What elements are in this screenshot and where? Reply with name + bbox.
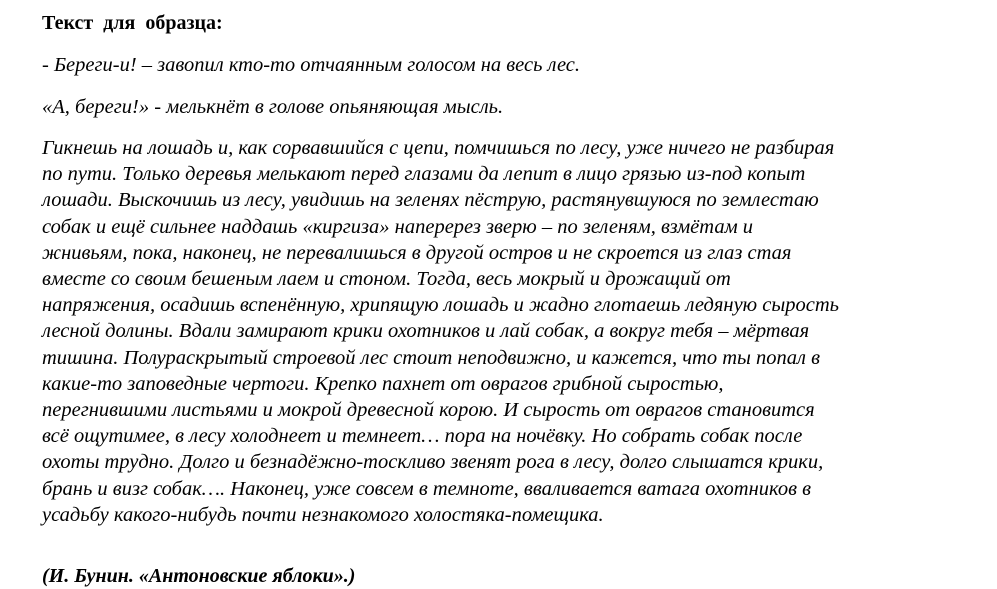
paragraph-line: брань и визг собак…. Наконец, уже совсем в темноте, вваливается ватага охотников в (42, 477, 811, 500)
paragraph-line: усадьбу какого-нибудь почти незнакомого холостяка-помещика. (42, 503, 604, 526)
paragraph-line: вместе со своим бешеным лаем и стоном. Тогда, весь мокрый и дрожащий от (42, 268, 731, 291)
intro-line-shout: - Береги-и! – завопил кто-то отчаянным голосом на весь лес. (42, 54, 581, 76)
paragraph-line: какие-то заповедные чертоги. Крепко пахнет от оврагов грибной сыростью, (42, 372, 724, 395)
paragraph-line: лесной долины. Вдали замирают крики охотников и лай собак, а вокруг тебя – мёртвая (42, 320, 810, 343)
paragraph-line: Гикнешь на лошадь и, как сорвавшийся с цепи, помчишься по лесу, уже ничего не разбирая (42, 137, 835, 159)
paragraph-line: лошади. Выскочишь из лесу, увидишь на зеленях пёструю, растянувшуюся по землестаю (42, 189, 819, 212)
paragraph-line: по пути. Только деревья мелькают перед глазами да лепит в лицо грязью из-под копыт (42, 163, 806, 186)
paragraph-line: перегнившими листьями и мокрой древесной корою. И сырость от оврагов становится (42, 399, 815, 422)
intro-line-thought: «А, береги!» - мелькнёт в голове опьяняющая мысль. (42, 96, 504, 118)
paragraph-line: напряжения, осадишь вспенённую, хрипящую лошадь и жадно глотаешь ледяную сырость (42, 294, 839, 317)
paragraph-line: собак и ещё сильнее наддашь «киргиза» наперерез зверю – по зеленям, взмётам и (42, 215, 754, 238)
paragraph-line: охоты трудно. Долго и безнадёжно-тоскливо звенят рога в лесу, долго слышатся крики, (42, 451, 824, 474)
paragraph-line: всё ощутимее, в лесу холоднеет и темнеет… пора на ночёвку. Но собрать собак после (42, 425, 803, 448)
source-citation: (И. Бунин. «Антоновские яблоки».) (42, 565, 356, 587)
paragraph-line: тишина. Полураскрытый строевой лес стоит неподвижно, и кажется, что ты попал в (42, 346, 820, 369)
paragraph-line: жнивьям, пока, наконец, не перевалишься в другой остров и не скроется из глаз стая (42, 241, 792, 264)
main-paragraph (42, 135, 839, 528)
document-heading: Текст для образца: (42, 12, 223, 34)
